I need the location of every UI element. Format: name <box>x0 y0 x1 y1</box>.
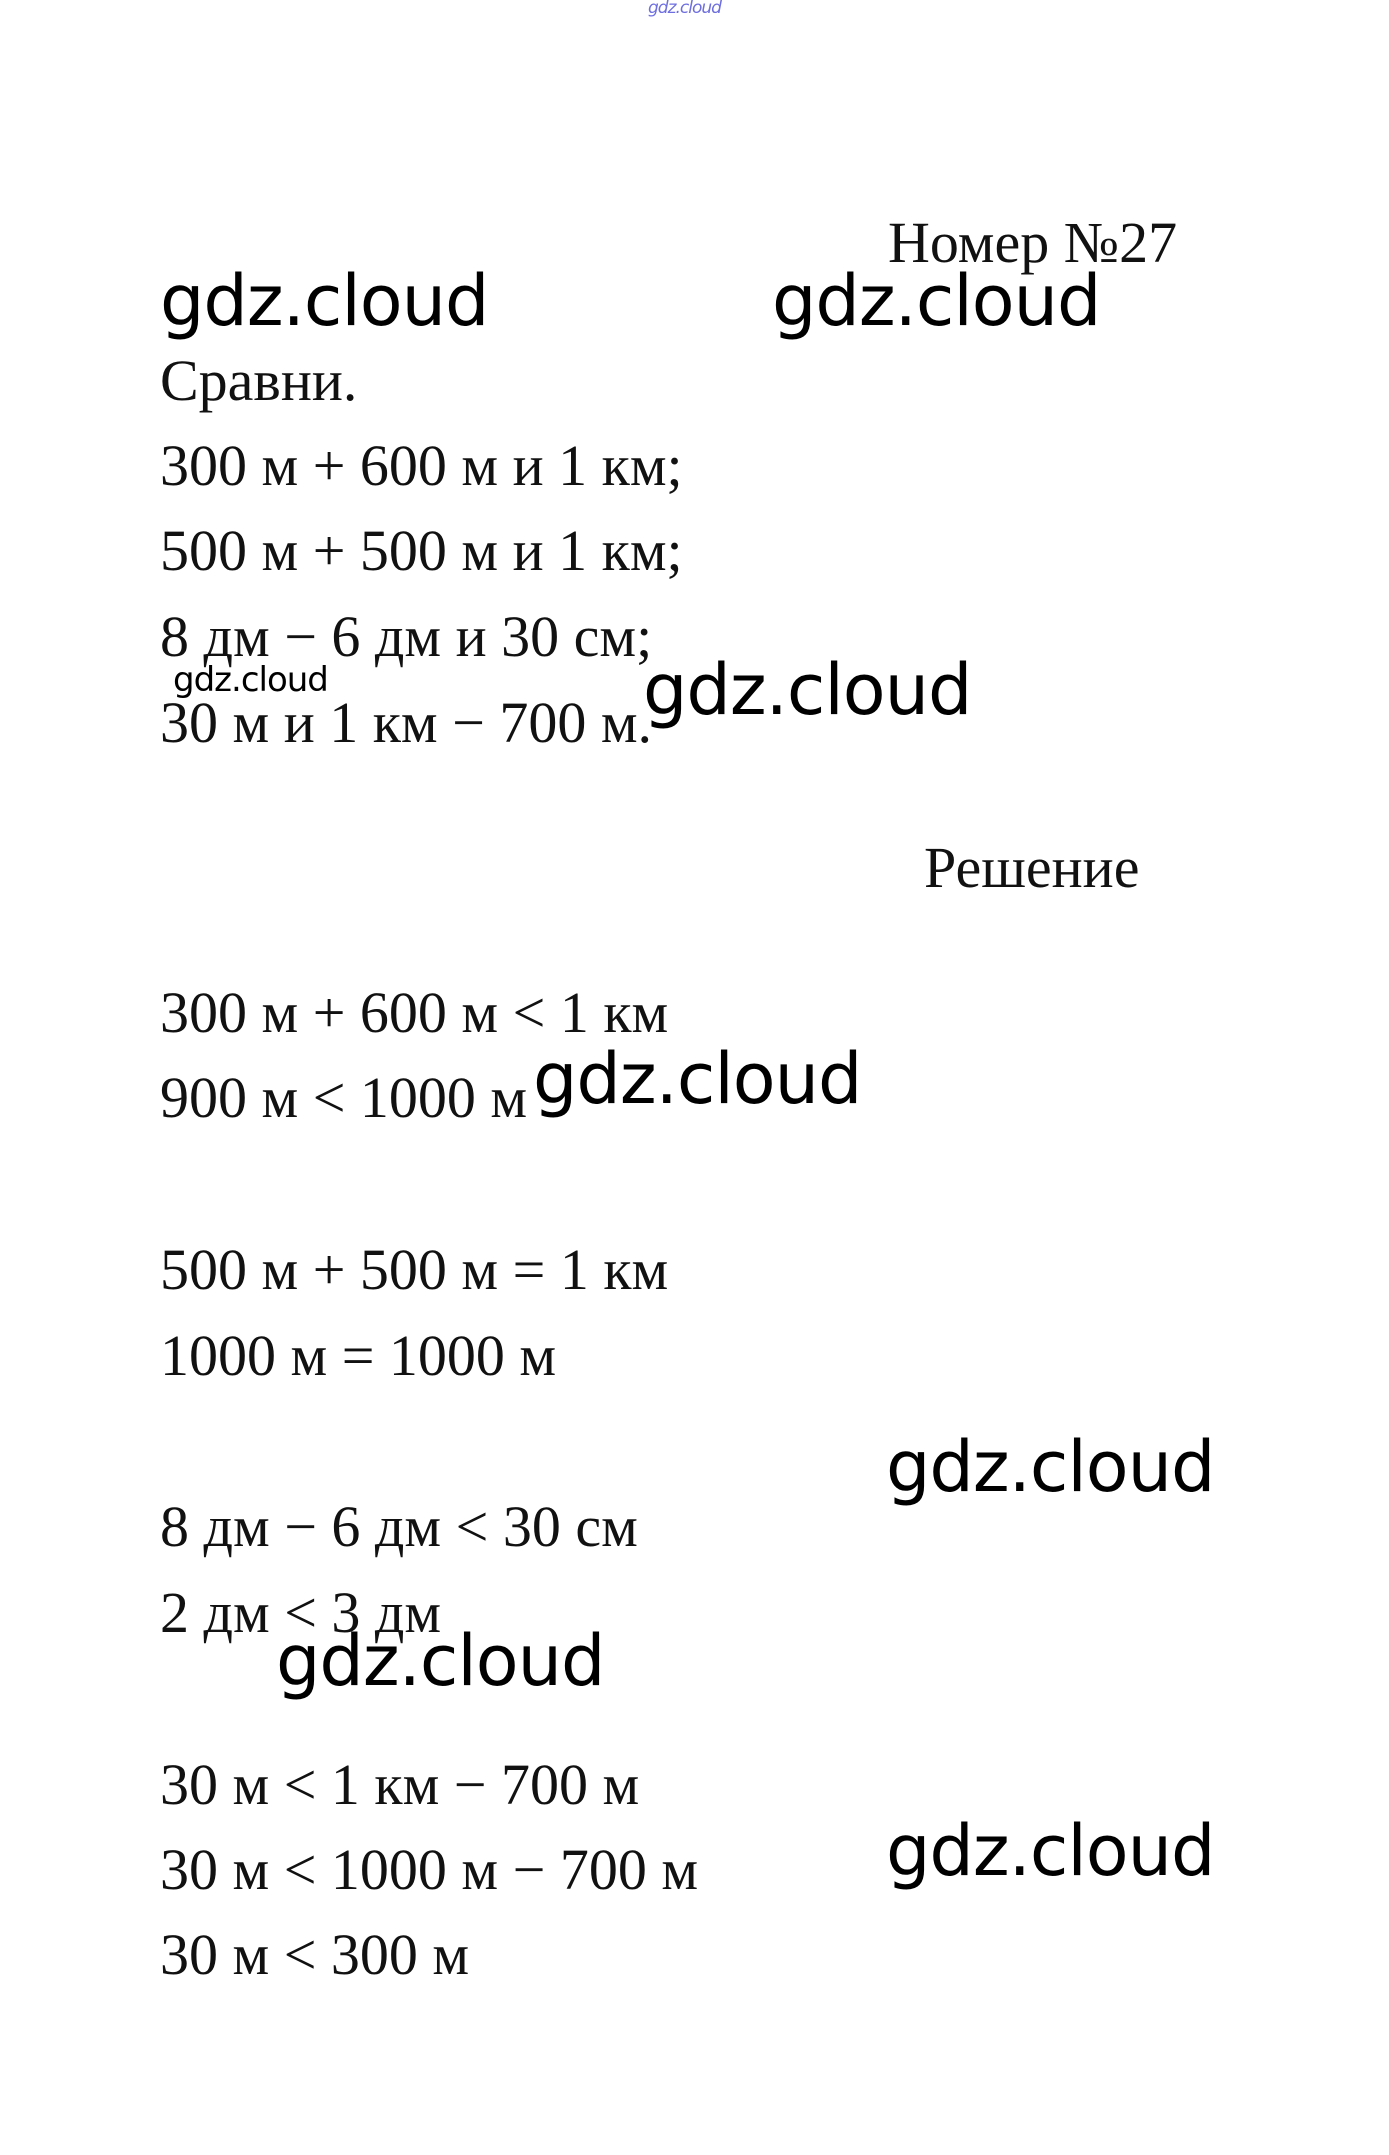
solution-line: 30 м < 300 м <box>160 1922 470 1987</box>
solution-heading: Решение <box>924 835 1140 900</box>
watermark: gdz.cloud <box>886 1810 1215 1892</box>
watermark: gdz.cloud <box>643 649 972 731</box>
watermark: gdz.cloud <box>533 1038 862 1120</box>
task-number: Номер №27 <box>888 210 1178 275</box>
solution-line: 30 м < 1000 м − 700 м <box>160 1837 699 1902</box>
solution-line: 900 м < 1000 м <box>160 1065 528 1130</box>
solution-line: 1000 м = 1000 м <box>160 1323 557 1388</box>
watermark: gdz.cloud <box>886 1426 1215 1508</box>
task-line: 8 дм − 6 дм и 30 см; <box>160 604 653 669</box>
task-line: 500 м + 500 м и 1 км; <box>160 518 683 583</box>
solution-line: 2 дм < 3 дм <box>160 1580 442 1645</box>
solution-line: 500 м + 500 м = 1 км <box>160 1237 669 1302</box>
task-line: 300 м + 600 м и 1 км; <box>160 433 683 498</box>
watermark: gdz.cloud <box>160 260 489 342</box>
solution-line: 300 м + 600 м < 1 км <box>160 980 669 1045</box>
watermark: gdz.cloud <box>276 1620 605 1702</box>
task-line: 30 м и 1 км − 700 м. <box>160 690 653 755</box>
watermark: gdz.cloud <box>772 260 1101 342</box>
solution-line: 30 м < 1 км − 700 м <box>160 1752 640 1817</box>
task-prompt: Сравни. <box>160 348 358 413</box>
watermark: gdz.cloud <box>173 660 328 700</box>
watermark-top: gdz.cloud <box>648 0 721 18</box>
solution-line: 8 дм − 6 дм < 30 см <box>160 1494 638 1559</box>
